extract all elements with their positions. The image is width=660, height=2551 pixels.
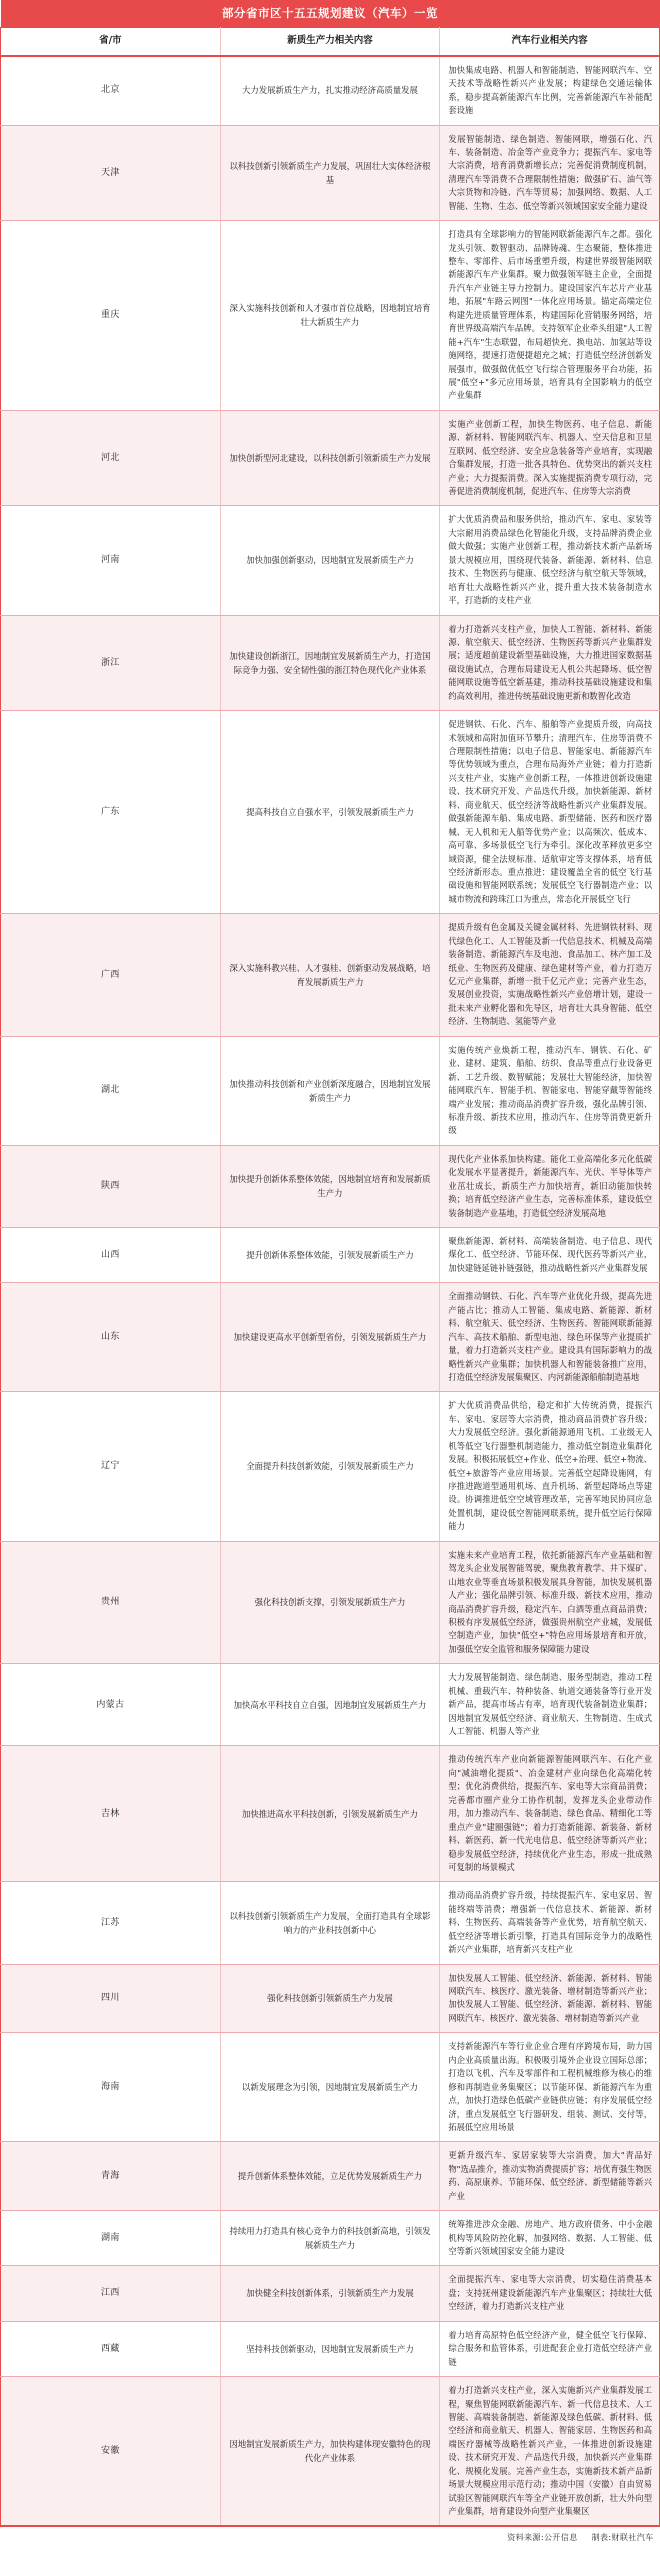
cell-auto-industry: 扩大优质消费品和服务供给，推动汽车、家电、家装等大宗耐用消费品绿色化智能化升级，支持品牌消费企业做大做强；实施产业创新工程，推动新技术新产品新场景大规模应用，围绕现代装备、新能源、新材料、信息技术、生物医药与健康、低空经济与航空航天等领域，培育壮大战略性新兴产业，提升重大技术装备制造水平，打造新的支柱产业 <box>440 506 660 615</box>
footer-row <box>1 2526 660 2551</box>
cell-auto-industry: 打造具有全球影响力的智能网联新能源汽车之都。强化龙头引领、数智驱动、品牌铸魂、生态聚能，整体推进整车、零部件、后市场重塑升级，构建世界级智能网联新能源汽车产业集群。聚力做强领军链主企业，全面提升汽车产业链主导力控制力。建设国家汽车芯片产业基地，拓展"车路云网图"一体化应用场景。锚定高端定位构建先进质量管理体系，构建国际化营销服务网络，培育世界级高端汽车品牌。支持领军企业牵头组建"人工智能+汽车"生态联盟，布局超快充、换电站、加氢站等设施网络，提速打造便捷超充之城；打造低空经济创新发展强市，做强做优低空飞行综合管理服务平台功能，拓展"低空+"多元应用场景，培育具有全国影响力的低空产业集群 <box>440 221 660 411</box>
cell-new-productivity: 深入实施科教兴桂、人才强桂、创新驱动发展战略，培育发展新质生产力 <box>220 914 440 1037</box>
cell-new-productivity: 因地制宜发展新质生产力，加快构建体现安徽特色的现代化产业体系 <box>220 2377 440 2527</box>
cell-new-productivity: 全面提升科技创新效能，引领发展新质生产力 <box>220 1392 440 1541</box>
cell-province: 安徽 <box>1 2377 221 2527</box>
cell-auto-industry: 全面推动钢铁、石化、汽车等产业优化升级，提高先进产能占比；推动人工智能、集成电路、新能源、新材料、航空航天、低空经济、生物医药、智能网联新能源汽车、高技术船舶、新型电池、绿色环保等产业提质扩量，着力打造新兴支柱产业。建设具有国际影响力的战略性新兴产业集群；加快机器人和智能装备推广应用，打造低空经济发展集聚区、内河新能源船舶制造基地 <box>440 1283 660 1392</box>
cell-new-productivity: 加快建设创新浙江，因地制宜发展新质生产力，打造国际竞争力强、安全韧性强的浙江特色现代化产业体系 <box>220 615 440 711</box>
table-row <box>1 615 660 711</box>
table-row <box>1 2211 660 2266</box>
cell-province: 吉林 <box>1 1746 221 1882</box>
cell-new-productivity: 持续用力打造具有核心竞争力的科技创新高地，引领发展新质生产力 <box>220 2211 440 2266</box>
table-row <box>1 1036 660 1145</box>
table-row <box>1 410 660 506</box>
cell-province: 江西 <box>1 2266 221 2321</box>
cell-new-productivity: 加快创新型河北建设，以科技创新引领新质生产力发展 <box>220 410 440 506</box>
cell-province: 浙江 <box>1 615 221 711</box>
cell-new-productivity: 强化科技创新引领新质生产力发展 <box>220 1964 440 2033</box>
cell-auto-industry: 发展智能制造、绿色制造、智能网联，增强石化、汽车、装备制造、冶金等产业竞争力；提振汽车、家电等大宗消费，培育消费新增长点；完善促消费制度机制，清理汽车等消费不合理限制性措施；做强矿石、油气等大宗货物和冷链、汽车等贸易；加强网络、数据、人工智能、生物、生态、低空等新兴领域国家安全能力建设 <box>440 125 660 221</box>
table-row <box>1 2142 660 2211</box>
cell-auto-industry: 实施传统产业焕新工程，推动汽车、钢铁、石化、矿业、建材、建筑、船舶、纺织、食品等重点行业设备更新、工艺升级、数智赋能；发展壮大智能经济，加快智能网联汽车、智能手机、智能家电、智能穿戴等智能终端产业发展；推动商品消费扩容升级，强化品牌引领、标准升级、新技术应用，推动汽车、住房等消费更新升级 <box>440 1036 660 1145</box>
cell-province: 北京 <box>1 56 221 125</box>
table-row <box>1 506 660 615</box>
cell-new-productivity: 加快健全科技创新体系，引领新质生产力发展 <box>220 2266 440 2321</box>
column-header-new-productivity: 新质生产力相关内容 <box>220 27 440 55</box>
cell-new-productivity: 提高科技自立自强水平，引领发展新质生产力 <box>220 711 440 914</box>
table-row <box>1 1228 660 1283</box>
cell-auto-industry: 现代化产业体系加快构建。能化工业高端化多元化低碳化发展水平显著提升，新能源汽车、光伏、半导体等产业茁壮成长，新质生产力加快培育，新旧动能加快转换；培育低空经济产业生态，完善标准体系，建设低空装备制造产业基地，打造低空经济发展高地 <box>440 1145 660 1227</box>
table-row <box>1 2266 660 2321</box>
cell-province: 四川 <box>1 1964 221 2033</box>
cell-auto-industry: 实施产业创新工程，加快生物医药、电子信息、新能源、新材料、智能网联汽车、机器人、空天信息和卫星互联网、低空经济、安全应急装备等产业培育，实现融合集群发展，打造一批各具特色、优势突出的新兴支柱产业；大力提振消费。深入实施提振消费专项行动，完善促进消费制度机制，促进汽车、住房等大宗消费 <box>440 410 660 506</box>
cell-auto-industry: 着力打造新兴支柱产业，加快人工智能、新材料、新能源、航空航天、低空经济、生物医药等新兴产业集群发展；适度超前建设新型基础设施，大力推进国家数据基础设施试点，合理布局建设无人机公共起降场、低空智能网联设施等低空新基建，推动科技基础设施建设和集约高效利用，推进传统基础设施更新和数智化改造 <box>440 615 660 711</box>
table-row <box>1 1283 660 1392</box>
cell-province: 贵州 <box>1 1541 221 1664</box>
cell-auto-industry: 着力打造新兴支柱产业，深入实施新兴产业集群发展工程，聚焦智能网联新能源汽车、新一代信息技术、人工智能、高端装备制造、新能源及绿色低碳、新材料、低空经济和商业航天、机器人、智能家居、生物医药和高端医疗器械等战略性新兴产业，一体推进创新设施建设、技术研究开发、产品迭代升级，加快新兴产业集群化、规模化发展。完善产业生态，实施新技术新产品新场景大规模应用示范行动；推动中国（安徽）自由贸易试验区智能网联汽车等全产业链开放创新，壮大外向型产业集群，培育建设外向型产业集聚区 <box>440 2377 660 2527</box>
cell-new-productivity: 加快推进高水平科技创新，引领发展新质生产力 <box>220 1746 440 1882</box>
cell-province: 辽宁 <box>1 1392 221 1541</box>
cell-province: 西藏 <box>1 2321 221 2376</box>
cell-new-productivity: 深入实施科技创新和人才强市首位战略，因地制宜培育壮大新质生产力 <box>220 221 440 411</box>
cell-auto-industry: 促进钢铁、石化、汽车、船舶等产业提质升级，向高技术领域和高附加值环节攀升；清理汽车、住房等消费不合理限制性措施；以电子信息、智能家电、新能源汽车等优势领域为重点，合理布局海外产业链；着力打造新兴支柱产业，实施产业创新工程，一体推进创新设施建设、技术研究开发、产品迭代升级，加快新能源、新材料、商业航天、低空经济等战略性新兴产业集群发展。做强新能源车船、集成电路、新型储能、医药和医疗器械、无人机和无人船等优势产业；以高频次、低成本、高可靠、多场景低空飞行为牵引。深化改革释放更多空域资源，健全法规标准、适航审定等支撑体系，培育低空经济新形态。重点推进：建设覆盖全省的低空飞行基础设施和智能网联系统；发展低空飞行器制造产业；以城市物流和跨珠江口为重点，常态化开展低空飞行 <box>440 711 660 914</box>
column-header-auto-industry: 汽车行业相关内容 <box>440 27 660 55</box>
cell-province: 河南 <box>1 506 221 615</box>
cell-new-productivity: 提升创新体系整体效能，立足优势发展新质生产力 <box>220 2142 440 2211</box>
cell-auto-industry: 推动商品消费扩容升级，持续提振汽车、家电家居、智能终端等消费；增强新一代信息技术、新能源、新材料、生物医药、高端装备等产业优势，培育航空航天、低空经济等增长新引擎，打造具有国际竞争力的战略性新兴产业集群，培育新兴支柱产业 <box>440 1882 660 1964</box>
cell-auto-industry: 扩大优质消费品供给，稳定和扩大传统消费，提振汽车、家电、家居等大宗消费，推动商品消费扩容升级；大力发展低空经济。强化新能源通用飞机、工业级无人机等低空飞行器整机制造能力，推动低空制造业集群化发展。积极拓展低空+作业、低空+治理、低空+物流、低空+旅游等产业应用场景。完善低空起降设施网，有序推进跑道型通用机场、直升机场、新型起降场点等建设。协调推进低空空域管理改革，完善军地民协同应急处置机制，建设低空智能网联系统，提升低空运行保障能力 <box>440 1392 660 1541</box>
chart-by-label: 制表:财联社汽车 <box>591 2533 654 2543</box>
column-header-province: 省/市 <box>1 27 221 55</box>
table-row <box>1 125 660 221</box>
cell-auto-industry: 实施未来产业培育工程，依托新能源汽车产业基础和智驾龙头企业发展智能驾驶，聚焦教育教学、井下煤矿、山地农业等垂直场景积极发展具身智能，加快发展机器人产业；强化品牌引领、标准升级、新技术应用，推动商品消费扩容升级，稳定汽车、白酒等重点商品消费；积极有序发展低空经济，做强贵州航空产业城，发展低空制造产业，加快"低空+"特色应用场景培育和开放，加强低空安全监管和服务保障能力建设 <box>440 1541 660 1664</box>
table-row <box>1 1746 660 1882</box>
cell-new-productivity: 以新发展理念为引领，因地制宜发展新质生产力 <box>220 2033 440 2142</box>
column-header-row-group <box>1 27 660 55</box>
table-row <box>1 1882 660 1964</box>
table-row <box>1 711 660 914</box>
column-header-row <box>1 27 660 55</box>
cell-new-productivity: 以科技创新引领新质生产力发展，全面打造具有全球影响力的产业科技创新中心 <box>220 1882 440 1964</box>
cell-auto-industry: 支持新能源汽车等行业企业合理有序跨境布局，助力国内企业高质量出海。积极吸引境外企业设立国际总部；打造以飞机、汽车及零部件和工程机械维修为核心的维修和再制造业务集聚区；以节能环保、新能源汽车为重点，加快打造绿色低碳产业链供应链；有序发展低空经济，重点发展低空飞行器研发、组装、测试、交付等，拓展低空应用场景 <box>440 2033 660 2142</box>
table-title-bar <box>1 0 660 27</box>
cell-auto-industry: 提质升级有色金属及关键金属材料、先进钢铁材料、现代绿色化工、人工智能及新一代信息技术、机械及高端装备制造、新能源汽车及电池、食品加工、林产加工及纸业、生物医药及健康、绿色建材等产业，着力打造万亿元产业集群，新增一批千亿元产业；完善产业生态，发展创业投资，实施战略性新兴产业倍增计划，建设一批未来产业孵化器和先导区，培育壮大具身智能、低空经济、生物制造、氢能等产业 <box>440 914 660 1037</box>
cell-new-productivity: 大力发展新质生产力，扎实推动经济高质量发展 <box>220 56 440 125</box>
table-row <box>1 914 660 1037</box>
cell-province: 陕西 <box>1 1145 221 1227</box>
cell-auto-industry: 更新升级汽车、家居家装等大宗消费，加大"青品好物"选品推介，推动实物消费提质扩容；培优育强生物医药、高原康养、节能环保、低空经济、新型储能等新兴产业 <box>440 2142 660 2211</box>
table-row <box>1 2321 660 2376</box>
cell-auto-industry: 加快集成电路、机器人和智能制造、智能网联汽车、空天技术等战略性新兴产业发展；构建绿色交通运输体系，稳步提高新能源汽车比例，完善新能源汽车补能配套设施 <box>440 56 660 125</box>
table-row <box>1 1392 660 1541</box>
table-row <box>1 1964 660 2033</box>
cell-new-productivity: 提升创新体系整体效能，引领发展新质生产力 <box>220 1228 440 1283</box>
table-row <box>1 56 660 125</box>
table-row <box>1 1145 660 1227</box>
cell-province: 河北 <box>1 410 221 506</box>
cell-auto-industry: 大力发展智能制造、绿色制造、服务型制造，推动工程机械、重载汽车、特种装备、轨道交通装备等行业开发新产品，提高市场占有率，培育现代装备制造业集群；因地制宜发展低空经济、商业航天、生物制造、生成式人工智能、机器人等产业 <box>440 1664 660 1746</box>
cell-province: 山西 <box>1 1228 221 1283</box>
cell-province: 广西 <box>1 914 221 1037</box>
cell-new-productivity: 加快加强创新驱动，因地制宜发展新质生产力 <box>220 506 440 615</box>
cell-province: 广东 <box>1 711 221 914</box>
cell-new-productivity: 加快建设更高水平创新型省份，引领发展新质生产力 <box>220 1283 440 1392</box>
table-row <box>1 1664 660 1746</box>
table-row <box>1 2033 660 2142</box>
cell-new-productivity: 强化科技创新支撑，引领发展新质生产力 <box>220 1541 440 1664</box>
cell-province: 重庆 <box>1 221 221 411</box>
cell-auto-industry: 全面提振汽车、家电等大宗消费，切实稳住消费基本盘；支持抚州建设新能源汽车产业集聚区；持续壮大低空经济，着力打造新兴支柱产业 <box>440 2266 660 2321</box>
cell-new-productivity: 以科技创新引领新质生产力发展，巩固壮大实体经济根基 <box>220 125 440 221</box>
cell-province: 湖南 <box>1 2211 221 2266</box>
cell-auto-industry: 加快发展人工智能、低空经济、新能源、新材料、智能网联汽车、核医疗、激光装备、增材制造等新兴产业；加快发展人工智能、低空经济、新能源、新材料、智能网联汽车、核医疗、激光装备、增材制造等新兴产业 <box>440 1964 660 2033</box>
footer-cell <box>1 2526 660 2551</box>
cell-auto-industry: 着力培育高原特色低空经济产业，健全低空飞行保障、综合服务和监管体系，引进配套企业打造低空经济产业链 <box>440 2321 660 2376</box>
cell-auto-industry: 统筹推进涉众金融、房地产、地方政府债务、中小金融机构等风险防控化解，加强网络、数据、人工智能、低空等新兴领域国家安全能力建设 <box>440 2211 660 2266</box>
cell-province: 内蒙古 <box>1 1664 221 1746</box>
table-body <box>1 56 660 2527</box>
cell-new-productivity: 加快高水平科技自立自强，因地制宜发展新质生产力 <box>220 1664 440 1746</box>
table-row <box>1 1541 660 1664</box>
cell-province: 山东 <box>1 1283 221 1392</box>
cell-province: 天津 <box>1 125 221 221</box>
source-label: 资料来源:公开信息 <box>507 2533 578 2543</box>
table-row <box>1 221 660 411</box>
cell-new-productivity: 坚持科技创新驱动，因地制宜发展新质生产力 <box>220 2321 440 2376</box>
cell-province: 海南 <box>1 2033 221 2142</box>
table-title: 部分省市区十五五规划建议（汽车）一览 <box>1 0 660 27</box>
cell-province: 江苏 <box>1 1882 221 1964</box>
table-footer-group <box>1 2526 660 2551</box>
cell-auto-industry: 聚焦新能源、新材料、高端装备制造、电子信息、现代煤化工、低空经济、节能环保、现代医药等新兴产业，加快建链延链补链强链，推动战略性新兴产业集群发展 <box>440 1228 660 1283</box>
table-header-group <box>1 0 660 27</box>
cell-province: 青海 <box>1 2142 221 2211</box>
cell-new-productivity: 加快推动科技创新和产业创新深度融合，因地制宜发展新质生产力 <box>220 1036 440 1145</box>
cell-auto-industry: 推动传统汽车产业向新能源智能网联汽车、石化产业向"减油增化提质"、冶金建材产业向绿色化高端化转型；优化消费供给，提振汽车、家电等大宗商品消费；完善都市圈产业分工协作机制，发挥龙头企业带动作用，加力推动汽车、装备制造、绿色食品、精细化工等重点产业"建圈强链"；着力打造新能源、新装备、新材料、新医药、新一代光电信息、低空经济等新兴产业；稳步发展低空经济，持续优化产业生态，形成一批成熟可复制的场景模式 <box>440 1746 660 1882</box>
table-row <box>1 2377 660 2527</box>
cell-new-productivity: 加快提升创新体系整体效能，因地制宜培育和发展新质生产力 <box>220 1145 440 1227</box>
cell-province: 湖北 <box>1 1036 221 1145</box>
